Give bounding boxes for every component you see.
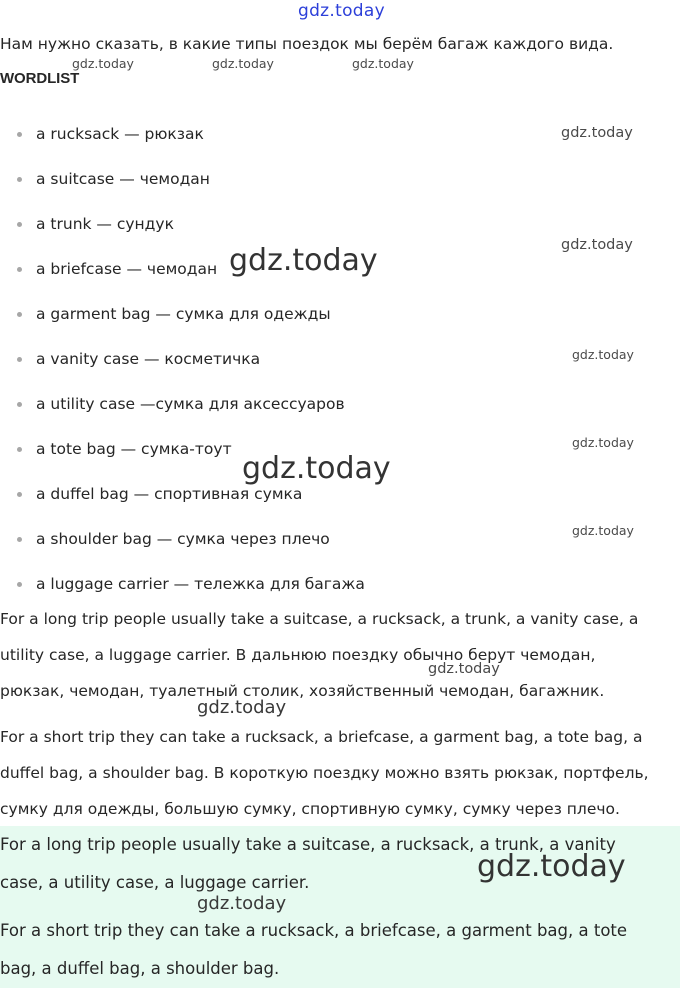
paragraph-line: For a long trip people usually take a suitcase, a rucksack, a trunk, a vanity case, a bbox=[0, 610, 639, 628]
bullet-icon bbox=[17, 402, 22, 407]
watermark: gdz.today bbox=[197, 697, 287, 718]
list-item bbox=[0, 162, 365, 207]
list-item-text: a briefcase — чемодан bbox=[36, 260, 218, 278]
watermark: gdz.today bbox=[572, 347, 634, 362]
watermark: gdz.today bbox=[229, 243, 378, 278]
list-item-text: a suitcase — чемодан bbox=[36, 170, 210, 188]
paragraph-line: duffel bag, a shoulder bag. В короткую поездку можно взять рюкзак, портфель, bbox=[0, 764, 649, 782]
list-item-text: a rucksack — рюкзак bbox=[36, 125, 204, 143]
bullet-icon bbox=[17, 447, 22, 452]
watermark: gdz.today bbox=[428, 661, 500, 677]
list-item-text: a shoulder bag — сумка через плечо bbox=[36, 530, 330, 548]
watermark: gdz.today bbox=[242, 451, 391, 486]
answer-line: case, a utility case, a luggage carrier. bbox=[0, 873, 310, 892]
list-item-text: a luggage carrier — тележка для багажа bbox=[36, 575, 365, 593]
bullet-icon bbox=[17, 357, 22, 362]
watermark: gdz.today bbox=[477, 849, 626, 884]
watermark: gdz.today bbox=[561, 125, 633, 141]
list-item-text: a utility case —сумка для аксессуаров bbox=[36, 395, 345, 413]
bullet-icon bbox=[17, 267, 22, 272]
wordlist-heading: WORDLIST bbox=[0, 70, 80, 87]
watermark: gdz.today bbox=[561, 237, 633, 253]
bullet-icon bbox=[17, 177, 22, 182]
answer-line: For a long trip people usually take a suitcase, a rucksack, a trunk, a vanity bbox=[0, 835, 616, 854]
bullet-icon bbox=[17, 132, 22, 137]
bullet-icon bbox=[17, 492, 22, 497]
answer-line: For a short trip they can take a rucksack, a briefcase, a garment bag, a tote bbox=[0, 921, 628, 940]
watermark: gdz.today bbox=[212, 56, 274, 71]
paragraph-line: For a short trip they can take a rucksack, a briefcase, a garment bag, a tote bag, a bbox=[0, 728, 643, 746]
wordlist bbox=[0, 117, 365, 612]
watermark: gdz.today bbox=[572, 523, 634, 538]
short-trip-paragraph bbox=[0, 719, 680, 827]
paragraph-line: сумку для одежды, большую сумку, спортивную сумку, сумку через плечо. bbox=[0, 800, 620, 818]
list-item-text: a vanity case — косметичка bbox=[36, 350, 261, 368]
bullet-icon bbox=[17, 582, 22, 587]
answer-short-trip bbox=[0, 912, 680, 988]
watermark: gdz.today bbox=[72, 56, 134, 71]
list-item-text: a tote bag — сумка-тоут bbox=[36, 440, 232, 458]
bullet-icon bbox=[17, 537, 22, 542]
watermark: gdz.today bbox=[352, 56, 414, 71]
bullet-icon bbox=[17, 312, 22, 317]
watermark-top: gdz.today bbox=[298, 1, 385, 21]
bullet-icon bbox=[17, 222, 22, 227]
list-item bbox=[0, 522, 365, 567]
list-item bbox=[0, 117, 365, 162]
list-item-text: a trunk — сундук bbox=[36, 215, 174, 233]
answer-line: bag, a duffel bag, a shoulder bag. bbox=[0, 959, 280, 978]
intro-text: Нам нужно сказать, в какие типы поездок мы берём багаж каждого вида. bbox=[0, 35, 614, 53]
long-trip-paragraph bbox=[0, 601, 680, 709]
list-item-text: a duffel bag — спортивная сумка bbox=[36, 485, 303, 503]
paragraph-line: рюкзак, чемодан, туалетный столик, хозяйственный чемодан, багажник. bbox=[0, 682, 605, 700]
watermark: gdz.today bbox=[197, 893, 287, 914]
list-item-text: a garment bag — сумка для одежды bbox=[36, 305, 331, 323]
list-item bbox=[0, 342, 365, 387]
list-item bbox=[0, 297, 365, 342]
list-item bbox=[0, 387, 365, 432]
watermark: gdz.today bbox=[572, 435, 634, 450]
paragraph-line: utility case, a luggage carrier. В дальнюю поездку обычно берут чемодан, bbox=[0, 646, 596, 664]
